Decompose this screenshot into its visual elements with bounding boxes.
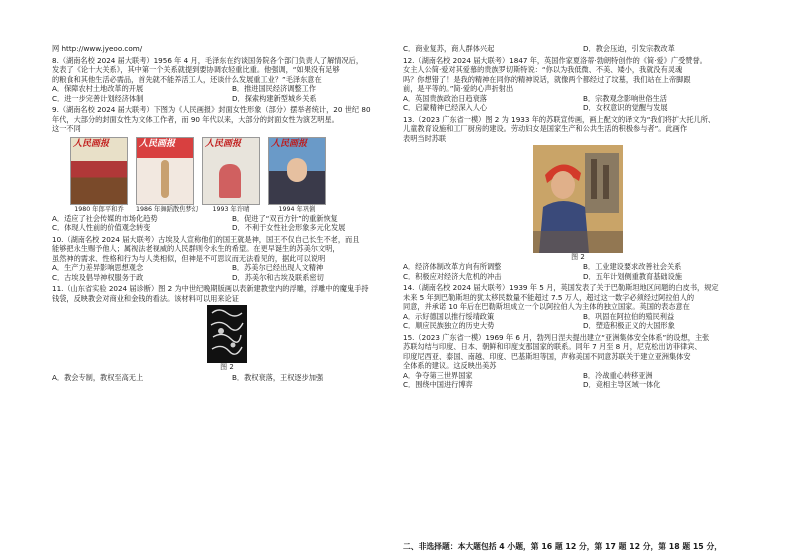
- q14-options: [403, 312, 753, 331]
- q9-line-1: 9.（湖南名校 2024 届大联考）下图为《人民画报》封面女性形象（部分）摆举者统计，20 世纪 80: [52, 105, 371, 114]
- q11-option-b[interactable]: B．教权衰落，王权逐步加强: [232, 372, 324, 382]
- cover-caption-1993: 1993 年许晴: [212, 205, 250, 213]
- q8-option-b[interactable]: B．推进国民经济调整工作: [232, 84, 316, 93]
- q13-line-1: 13.（2023 广东省一模）图 2 为 1933 年的苏联宣传画，画上配文的译文为“我们将扩大托儿所、: [403, 114, 716, 124]
- q12-option-b[interactable]: B．宗教观念影响世俗生活: [583, 93, 667, 103]
- cover-caption-1986: 1986 年舞蹈散焦梦幻: [136, 205, 199, 213]
- q10-option-b[interactable]: B．苏美尔已经出现人文精神: [232, 263, 324, 273]
- q8-line-3: 的粮食和其他生活必需品，首先就不能养活工人，还谈什么发展重工业？”毛泽东意在: [52, 74, 322, 84]
- question-10: [52, 235, 402, 283]
- section-two-heading: 二、非选择题：本大题包括 4 小题，第 16 题 12 分，第 17 题 12 分，第 18 题 15 分，: [403, 542, 723, 551]
- q14-option-a[interactable]: A．示好德国以推行绥靖政策: [403, 311, 495, 321]
- q13-line-2: 儿童教育设施和工厂厨房的建设。劳动妇女是国家生产和公共生活的积极参与者”。此画作: [403, 124, 688, 133]
- q15-line-1: 15.（2023 广东省一模）1969 年 6 月，勃列日涅夫提出建立“亚洲集体安全体系”的设想，主张: [403, 332, 710, 342]
- q9-option-b[interactable]: B．促进了“双百方针”的重新恢复: [232, 213, 338, 223]
- q10-line-3: 虽然神的需求、性格和行为与人类相似，但神是不可思议而无法看见的，据此可以说明: [52, 253, 326, 263]
- magazine-covers: [70, 137, 402, 205]
- q11-figure-label: 图 2: [220, 363, 234, 372]
- q12-options: [403, 94, 753, 113]
- q15-options: [403, 371, 753, 390]
- q14-option-d[interactable]: D．塑造积极正义的大国形象: [583, 321, 675, 331]
- woodcut-pattern: [207, 305, 247, 363]
- q12-option-c[interactable]: C．启蒙精神已经深入人心: [403, 103, 488, 112]
- q14-line-3: 同意，并承诺 10 年后在巴勒斯坦成立一个以阿拉伯人为主体的独立国家。英国的表态意在: [403, 302, 690, 312]
- right-column: [403, 44, 753, 390]
- q10-option-a[interactable]: A．生产力差异影响思想观念: [52, 263, 144, 273]
- q11-line-1: 11.（山东省实验 2024 届诊断）图 2 为中世纪晚期版画以表新建教堂内的浮雕，浮雕中的魔鬼手持: [52, 284, 369, 294]
- cover-1980-masthead: 人民画报: [73, 138, 110, 149]
- q8-line-1: 8.（湖南名校 2024 届大联考）1956 年 4 月，毛泽东在约谈国务院各个部门负责人了解情况后，: [52, 55, 364, 65]
- q11-options: [52, 373, 402, 383]
- soviet-poster-art: [533, 145, 623, 253]
- q13-option-c[interactable]: C．积极应对经济大危机的冲击: [403, 271, 502, 281]
- cover-1993-masthead: 人民画报: [205, 138, 242, 149]
- q15-line-4: 全体系的建议。这反映出美苏: [403, 361, 497, 371]
- q15-option-a[interactable]: A．争夺第三世界国家: [403, 370, 473, 380]
- q12-option-d[interactable]: D．女权意识的觉醒与发展: [583, 103, 668, 112]
- cover-1994: [268, 137, 326, 205]
- cover-1994-masthead: 人民画报: [271, 138, 308, 149]
- question-14: [403, 283, 753, 331]
- woodcut-relief-image: [207, 305, 247, 363]
- cover-caption-1994: 1994 年巩俐: [278, 205, 316, 213]
- q11-line-2: 钱袋，反映教会对商业和金钱的看法。该材料可以用来论证: [52, 293, 239, 303]
- q13-figure-label: 图 2: [571, 253, 585, 261]
- question-11: [52, 284, 402, 382]
- q10-line-2: 能够把永生赐予他人；属视法老视威的人民群则令永生的希望。在更早诞生的苏美尔文明，: [52, 244, 340, 254]
- q15-line-2: 苏联勾结与印度、日本、朝鲜和印度支那国家的联系。同年 7 月至 8 月，尼克松出访菲律宾、: [403, 342, 702, 352]
- q13-option-a[interactable]: A．经济体制改革方向有所调整: [403, 262, 502, 272]
- cover-1980: [70, 137, 128, 205]
- q12-option-a[interactable]: A．英国贵族政治日趋衰落: [403, 93, 487, 103]
- question-9: [52, 105, 402, 233]
- question-13: [403, 115, 753, 282]
- q15-option-c[interactable]: C．围绕中国进行博弈: [403, 380, 473, 390]
- question-8: [52, 56, 402, 104]
- q13-line-3: 表明当时苏联: [403, 133, 447, 143]
- q12-line-2: 女主人公简·爱对其爱慕的贵族罗切斯特说：“你以为我低微、不美、矮小，我就没有灵魂: [403, 65, 683, 74]
- question-15: [403, 333, 753, 390]
- q9-line-3: 这一不同: [52, 124, 81, 133]
- q15-option-b[interactable]: B．冷战重心转移亚洲: [583, 370, 653, 380]
- q8-line-2: 发表了《论十大关系》，其中第一个关系就提到要协调农轻重比重。他强调，“如果没有足够: [52, 65, 340, 74]
- q14-option-c[interactable]: C．顺应民族独立的历史大势: [403, 321, 495, 331]
- q11-option-a[interactable]: A．教会专制，教权至高无上: [52, 372, 144, 382]
- q9-option-d[interactable]: D．不利于女性社会形象多元化发展: [232, 223, 346, 233]
- q15-option-d[interactable]: D．竞相主导区域一体化: [583, 380, 661, 390]
- q14-option-b[interactable]: B．巩固在阿拉伯的殖民利益: [583, 311, 675, 321]
- q10-option-d[interactable]: D．苏美尔和古埃及联系密切: [232, 272, 324, 282]
- cover-caption-1980: 1980 年郎平和乔: [74, 205, 124, 213]
- q12-line-1: 12.（湖南名校 2024 届大联考）1847 年，英国作家夏洛蒂·勃朗特创作的《简·爱》广受赞誉。: [403, 55, 707, 65]
- q8-options: [52, 84, 402, 103]
- q13-option-b[interactable]: B．工业建设要求改善社会关系: [583, 262, 682, 272]
- q12-line-4: 前，是平等的。”简·爱的心声折射出: [403, 84, 514, 93]
- q8-option-d[interactable]: D．探索构建新型城乡关系: [232, 93, 317, 103]
- cover-captions: [70, 206, 402, 214]
- q13-option-d[interactable]: D．五年计划侧重教育基础设施: [583, 271, 682, 281]
- q10-line-1: 10.（湖南名校 2024 届大联考）古埃及人宣称他们的国王就是神，国王不仅自己长生不老，而且: [52, 234, 360, 244]
- q8-option-c[interactable]: C．进一步完善计划经济体制: [52, 93, 144, 103]
- cover-1986: [136, 137, 194, 205]
- q11-option-c[interactable]: C．商业复苏，商人群体兴起: [403, 44, 495, 53]
- q12-line-3: 吗？你想错了！是我的精神在同你的精神说话，就像两个都经过了坟墓，我们站在上帝脚跟: [403, 74, 691, 84]
- left-column: [52, 44, 402, 382]
- q9-option-a[interactable]: A．适应了社会传媒的市场化趋势: [52, 213, 158, 223]
- q14-line-2: 未来 5 年到巴勒斯坦的犹太移民数量不能超过 7.5 万人，超过这一数字必须经过阿拉伯人的: [403, 292, 695, 302]
- cover-1993: [202, 137, 260, 205]
- q10-option-c[interactable]: C．古埃及倡导神权服务于政: [52, 272, 144, 282]
- cover-1986-masthead: 人民画报: [139, 138, 176, 149]
- q11-option-d[interactable]: D．教会压迫，引发宗教改革: [583, 44, 675, 53]
- q10-options: [52, 263, 402, 282]
- header-url: 网 http://www.jyeoo.com/: [52, 44, 143, 53]
- question-12: [403, 56, 753, 113]
- q14-line-1: 14.（湖南名校 2024 届大联考）1939 年 5 月，英国发表了关于巴勒斯坦地区问题的白皮书，规定: [403, 283, 719, 293]
- q11-options-continued: [403, 44, 753, 54]
- soviet-poster-image: [533, 145, 623, 253]
- q9-line-2: 年代，大部分的封面女性为文体工作者，而 90 年代以来，大部分的封面女性为演艺明星。: [52, 114, 339, 124]
- q8-option-a[interactable]: A．保障农村土地改革的开展: [52, 84, 144, 93]
- q9-options: [52, 214, 402, 233]
- q13-options: [403, 262, 753, 281]
- q9-option-c[interactable]: C．体现人性前的价值观念转变: [52, 223, 151, 233]
- q15-line-3: 印度尼西亚、泰国、南越、印度、巴基斯坦等国，声称美国不同意苏联关于建立亚洲集体安: [403, 351, 691, 361]
